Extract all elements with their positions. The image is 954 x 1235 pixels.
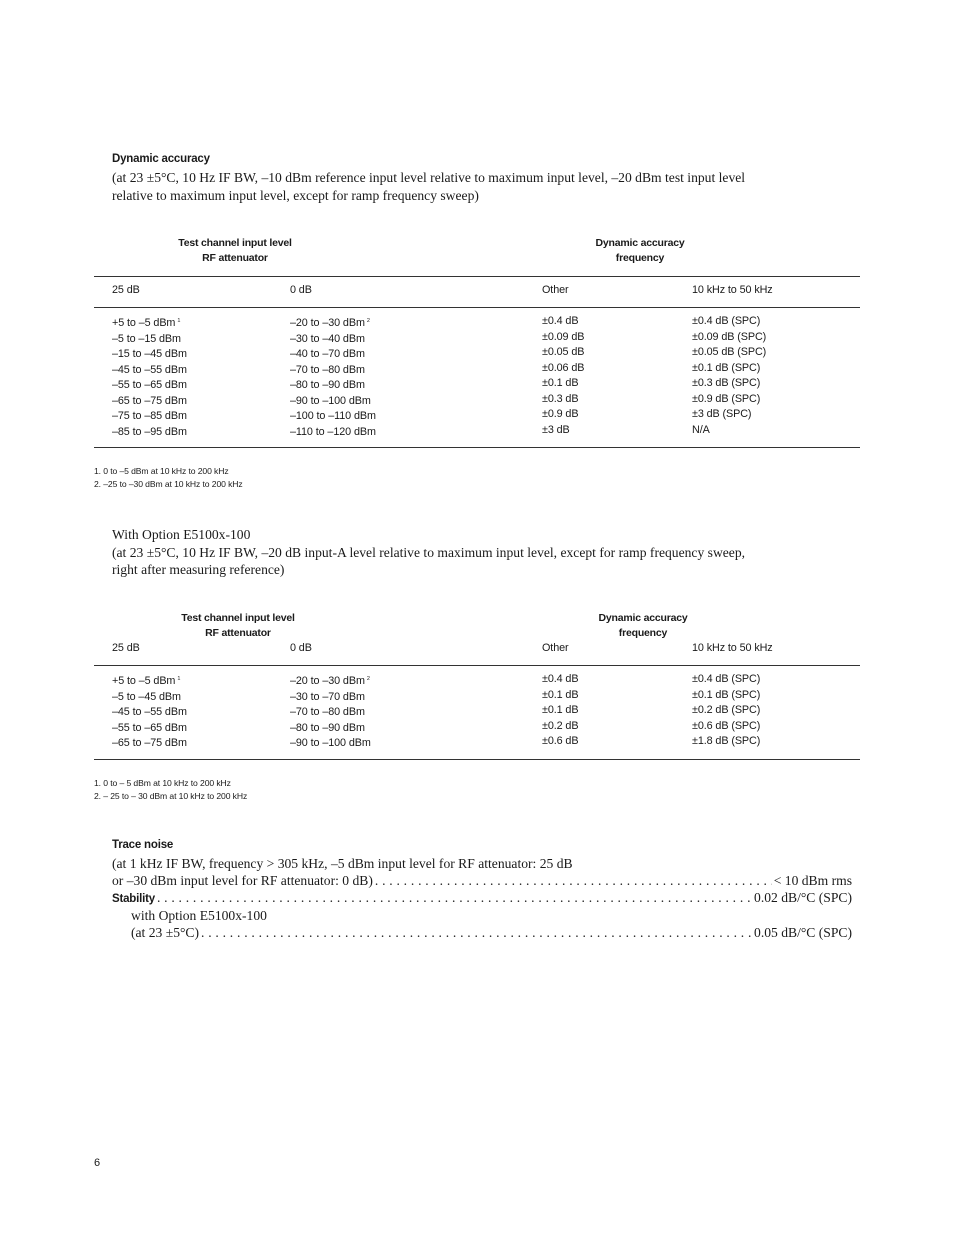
table-cell: –80 to –90 dBm bbox=[290, 721, 365, 734]
footnote-ref: 2 bbox=[366, 318, 370, 324]
table-cell: N/A bbox=[692, 423, 710, 436]
table-cell: ±0.3 dB bbox=[542, 392, 579, 405]
trace-noise-condition: (at 1 kHz IF BW, frequency > 305 kHz, –5 dBm input level for RF attenuator: 25 dB bbox=[112, 856, 573, 871]
table-cell: ±3 dB (SPC) bbox=[692, 408, 752, 420]
column-header-other: Other bbox=[542, 284, 569, 296]
footnote-ref: 1 bbox=[177, 318, 181, 324]
table-cell: ±0.1 dB bbox=[542, 688, 579, 701]
dot-leader bbox=[157, 889, 752, 907]
column-header-10khz-50khz: 10 kHz to 50 kHz bbox=[692, 642, 773, 654]
table-cell: –70 to –80 dBm bbox=[290, 363, 365, 376]
table-cell: –5 to –45 dBm bbox=[112, 690, 181, 703]
footnote-ref: 1 bbox=[177, 676, 181, 682]
table-cell: ±0.2 dB (SPC) bbox=[692, 704, 761, 716]
footnote: 1. 0 to –5 dBm at 10 kHz to 200 kHz bbox=[94, 466, 229, 476]
table-cell: –110 to –120 dBm bbox=[290, 425, 376, 438]
footnote-ref: 2 bbox=[366, 676, 370, 682]
table-cell: –15 to –45 dBm bbox=[112, 348, 187, 360]
table-cell: ±0.4 dB bbox=[542, 315, 579, 327]
table-cell: ±0.9 dB (SPC) bbox=[692, 392, 761, 405]
column-header-0db: 0 dB bbox=[290, 284, 312, 296]
table-cell: ±1.8 dB (SPC) bbox=[692, 735, 761, 747]
spec-label: Stability bbox=[112, 893, 155, 905]
table-cell: ±0.4 dB bbox=[542, 673, 579, 685]
table-group-header-input-level: Test channel input level RF attenuator bbox=[181, 612, 295, 639]
table-cell: ±0.1 dB bbox=[542, 377, 579, 389]
column-header-other: Other bbox=[542, 642, 569, 654]
description-line: relative to maximum input level, except for ramp frequency sweep) bbox=[112, 187, 479, 203]
table-rule bbox=[94, 759, 860, 760]
table-column-other bbox=[542, 314, 584, 438]
dot-leader bbox=[375, 872, 772, 890]
section-heading-dynamic-accuracy: Dynamic accuracy bbox=[112, 153, 210, 165]
description-line: (at 23 ±5°C, 10 Hz IF BW, –20 dB input-A level relative to maximum input level, except for ramp frequency sweep, bbox=[112, 544, 746, 560]
table-cell: –75 to –85 dBm bbox=[112, 410, 187, 422]
table-cell: +5 to –5 dBm $^1$ bbox=[112, 317, 181, 329]
footnotes bbox=[94, 777, 247, 802]
footnotes bbox=[94, 465, 243, 490]
table-cell: –80 to –90 dBm bbox=[290, 379, 365, 391]
table-cell: ±0.6 dB bbox=[542, 735, 579, 747]
table-group-header-input-level: Test channel input level RF attenuator bbox=[178, 237, 292, 264]
table-cell: ±0.4 dB (SPC) bbox=[692, 315, 761, 327]
table-group-header-dynamic-accuracy: Dynamic accuracy frequency bbox=[598, 612, 688, 639]
table-cell: ±0.1 dB (SPC) bbox=[692, 361, 761, 374]
footnote: 2. – 25 to – 30 dBm at 10 kHz to 200 kHz bbox=[94, 790, 248, 801]
table-column-0db bbox=[290, 314, 376, 440]
table-cell: –90 to –100 dBm bbox=[290, 737, 371, 749]
stability-option-spec-line bbox=[131, 924, 852, 942]
table-cell: ±0.09 dB (SPC) bbox=[692, 330, 767, 343]
column-header-10khz-50khz: 10 kHz to 50 kHz bbox=[692, 284, 773, 296]
description-line: right after measuring reference) bbox=[112, 562, 285, 577]
table-column-25db bbox=[112, 672, 187, 752]
table-column-25db bbox=[112, 314, 187, 440]
table-cell: –40 to –70 dBm bbox=[290, 348, 365, 360]
section-heading-trace-noise: Trace noise bbox=[112, 839, 174, 851]
stability-spec-line bbox=[112, 889, 852, 909]
table-cell: –55 to –65 dBm bbox=[112, 379, 187, 391]
table-cell: ±0.05 dB (SPC) bbox=[692, 346, 767, 358]
footnote: 1. 0 to – 5 dBm at 10 kHz to 200 kHz bbox=[94, 778, 231, 788]
table-cell: –30 to –70 dBm bbox=[290, 690, 365, 703]
table-cell: ±0.06 dB bbox=[542, 361, 585, 374]
table-cell: ±0.09 dB bbox=[542, 330, 585, 343]
table-group-header-dynamic-accuracy: Dynamic accuracy frequency bbox=[595, 237, 685, 264]
table-cell: –45 to –55 dBm bbox=[112, 706, 187, 718]
table-cell: –85 to –95 dBm bbox=[112, 425, 187, 438]
table-column-10khz-50khz bbox=[692, 672, 760, 750]
stability-option-label: with Option E5100x-100 bbox=[131, 908, 267, 923]
section-description bbox=[112, 169, 745, 204]
table-cell: ±0.1 dB (SPC) bbox=[692, 688, 761, 701]
table-cell: ±3 dB bbox=[542, 423, 570, 436]
table-cell: ±0.05 dB bbox=[542, 346, 585, 358]
table-rule bbox=[94, 665, 860, 666]
option-title: With Option E5100x-100 bbox=[112, 527, 251, 542]
spec-label: or –30 dBm input level for RF attenuator: 0 dB) bbox=[112, 873, 373, 888]
table-cell: ±0.3 dB (SPC) bbox=[692, 377, 761, 389]
table-rule bbox=[94, 276, 860, 277]
spec-value: 0.05 dB/°C (SPC) bbox=[754, 925, 852, 940]
description-line: (at 23 ±5°C, 10 Hz IF BW, –10 dBm reference input level relative to maximum input level, –20 dBm test input level bbox=[112, 170, 746, 185]
table-cell: ±0.6 dB (SPC) bbox=[692, 719, 761, 732]
table-column-0db bbox=[290, 672, 371, 752]
column-header-25db: 25 dB bbox=[112, 284, 140, 296]
footnote: 2. –25 to –30 dBm at 10 kHz to 200 kHz bbox=[94, 478, 243, 489]
table-cell: –45 to –55 dBm bbox=[112, 363, 187, 376]
column-header-0db: 0 dB bbox=[290, 642, 312, 654]
dot-leader bbox=[201, 924, 752, 942]
table-cell: –20 to –30 dBm $^2$ bbox=[290, 675, 370, 687]
spec-label: (at 23 ±5°C) bbox=[131, 925, 200, 940]
table-cell: –90 to –100 dBm bbox=[290, 394, 371, 407]
spec-value: < 10 dBm rms bbox=[773, 873, 852, 888]
table-cell: ±0.2 dB bbox=[542, 719, 579, 732]
table-cell: –30 to –40 dBm bbox=[290, 332, 365, 345]
table-cell: ±0.4 dB (SPC) bbox=[692, 673, 761, 685]
table-rule bbox=[94, 307, 860, 308]
trace-noise-spec-line bbox=[112, 872, 852, 890]
table-cell: –65 to –75 dBm bbox=[112, 394, 187, 407]
table-cell: –100 to –110 dBm bbox=[290, 410, 376, 422]
table-column-10khz-50khz bbox=[692, 314, 766, 438]
table-cell: –65 to –75 dBm bbox=[112, 737, 187, 749]
table-cell: –20 to –30 dBm $^2$ bbox=[290, 317, 370, 329]
table-cell: –70 to –80 dBm bbox=[290, 706, 365, 718]
spec-value: 0.02 dB/°C (SPC) bbox=[754, 890, 852, 905]
table-cell: +5 to –5 dBm $^1$ bbox=[112, 675, 181, 687]
table-rule bbox=[94, 447, 860, 448]
table-cell: ±0.9 dB bbox=[542, 408, 579, 420]
table-column-other bbox=[542, 672, 578, 750]
option-section-text bbox=[112, 526, 745, 579]
column-header-25db: 25 dB bbox=[112, 642, 140, 654]
table-cell: –5 to –15 dBm bbox=[112, 332, 181, 345]
table-cell: ±0.1 dB bbox=[542, 704, 579, 716]
page-number: 6 bbox=[94, 1157, 101, 1169]
table-cell: –55 to –65 dBm bbox=[112, 721, 187, 734]
